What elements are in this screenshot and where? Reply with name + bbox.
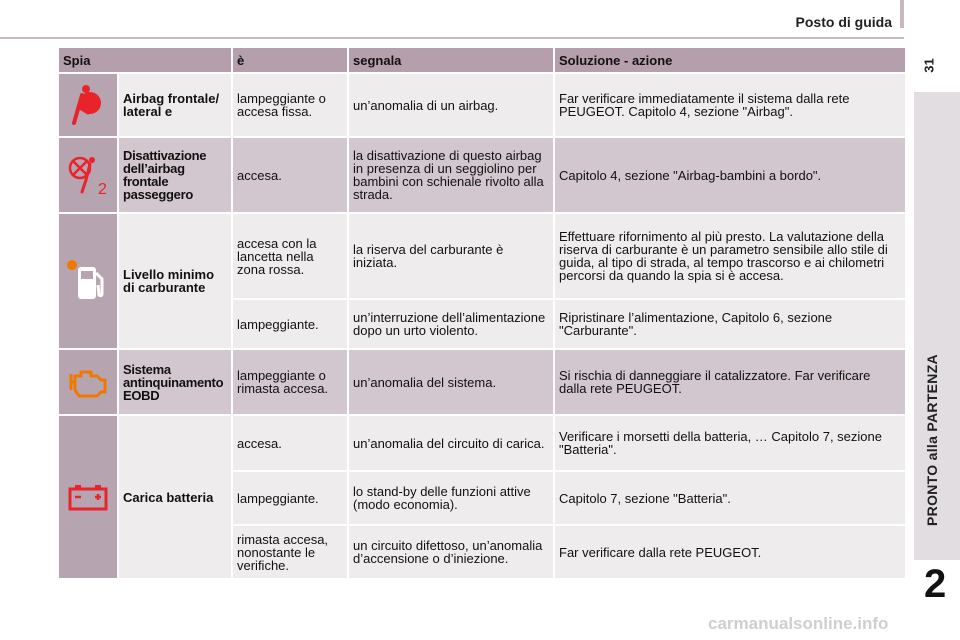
table-header-row [58, 47, 906, 73]
warning-name: Airbag frontale/ lateral e [118, 73, 232, 137]
icon-cell [58, 213, 118, 349]
warning-lights-table [57, 46, 907, 580]
side-tab [904, 0, 960, 640]
column-header-soluzione: Soluzione - azione [554, 47, 906, 73]
warning-state: accesa. [232, 137, 348, 213]
svg-text:2: 2 [98, 181, 107, 198]
icon-cell [58, 349, 118, 415]
icon-cell [58, 73, 118, 137]
warning-solution: Far verificare dalla rete PEUGEOT. [554, 525, 906, 579]
warning-name: Livello minimo di carburante [118, 213, 232, 349]
warning-signal: un circuito difettoso, un’anomalia d’accensione o d’iniezione. [348, 525, 554, 579]
header-divider [0, 37, 904, 39]
warning-solution: Far verificare immediatamente il sistema dalla rete PEUGEOT. Capitolo 4, sezione "Airbag". [554, 73, 906, 137]
battery-icon [63, 481, 113, 513]
side-tab-tick [900, 0, 904, 28]
page-number: 31 [921, 58, 937, 73]
engine-check-icon [63, 364, 113, 400]
warning-signal: un’anomalia del circuito di carica. [348, 415, 554, 471]
page-header-title: Posto di guida [795, 14, 892, 30]
warning-name: Disattivazione dell’airbag frontale passeggero [118, 137, 232, 213]
warning-solution: Capitolo 4, sezione "Airbag-bambini a bordo". [554, 137, 906, 213]
warning-signal: un’anomalia di un airbag. [348, 73, 554, 137]
warning-state: lampeggiante o accesa fissa. [232, 73, 348, 137]
fuel-pump-icon [63, 257, 113, 305]
warning-state: lampeggiante. [232, 299, 348, 349]
warning-state: accesa. [232, 415, 348, 471]
airbag-warning-icon [63, 83, 113, 127]
warning-name: Carica batteria [118, 415, 232, 579]
warning-state: rimasta accesa, nonostante le verifiche. [232, 525, 348, 579]
warning-signal: la riserva del carburante è iniziata. [348, 213, 554, 299]
chapter-number: 2 [924, 562, 947, 606]
table-row [58, 415, 906, 471]
warning-solution: Capitolo 7, sezione "Batteria". [554, 471, 906, 525]
warning-signal: lo stand-by delle funzioni attive (modo economia). [348, 471, 554, 525]
column-header-spia: Spia [58, 47, 232, 73]
warning-solution: Verificare i morsetti della batteria, … Capitolo 7, sezione "Batteria". [554, 415, 906, 471]
table-row [58, 73, 906, 137]
table-row [58, 349, 906, 415]
warning-signal: la disattivazione di questo airbag in presenza di un seggiolino per bambini con schienale rivolto alla strada. [348, 137, 554, 213]
airbag-deactivated-icon [63, 152, 113, 198]
table-row [58, 213, 906, 299]
warning-solution: Ripristinare l’alimentazione, Capitolo 6, sezione "Carburante". [554, 299, 906, 349]
icon-cell [58, 137, 118, 213]
warning-signal: un’interruzione dell’alimentazione dopo un urto violento. [348, 299, 554, 349]
warning-signal: un’anomalia del sistema. [348, 349, 554, 415]
warning-state: lampeggiante. [232, 471, 348, 525]
icon-cell [58, 415, 118, 579]
column-header-segnala: segnala [348, 47, 554, 73]
warning-name: Sistema antinquinamento EOBD [118, 349, 232, 415]
watermark: carmanualsonline.info [708, 614, 889, 633]
warning-solution: Si rischia di danneggiare il catalizzatore. Far verificare dalla rete PEUGEOT. [554, 349, 906, 415]
warning-solution: Effettuare rifornimento al più presto. La valutazione della riserva di carburante è un parametro sensibile allo stile di guida, al tipo di strada, al tempo trascorso e ai chilometri percorsi da quando la spia si è accesa. [554, 213, 906, 299]
section-label: PRONTO alla PARTENZA [924, 354, 940, 526]
warning-state: accesa con la lancetta nella zona rossa. [232, 213, 348, 299]
column-header-stato: è [232, 47, 348, 73]
table-row [58, 137, 906, 213]
warning-state: lampeggiante o rimasta accesa. [232, 349, 348, 415]
